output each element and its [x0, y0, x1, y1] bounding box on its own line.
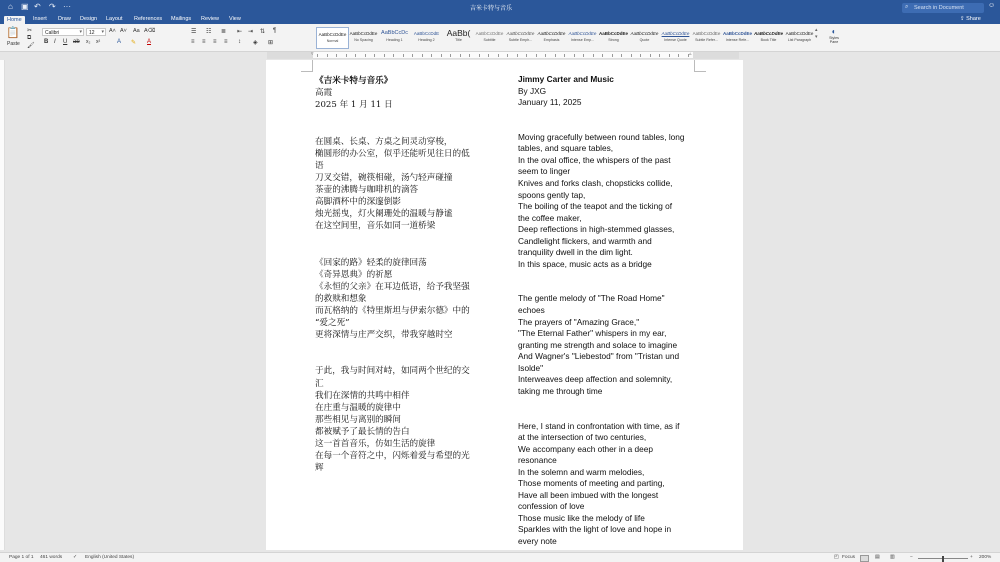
ruler-tick: [469, 54, 470, 57]
chinese-line[interactable]: 烛光摇曳，灯火阑珊处的温暖与静谧: [315, 209, 453, 220]
style-intense-reference[interactable]: [721, 27, 754, 49]
tab-mailings[interactable]: Mailings: [171, 16, 192, 22]
style-intense-quote[interactable]: [659, 27, 692, 49]
ruler-tick: [393, 54, 394, 57]
undo-icon[interactable]: ↶: [34, 2, 41, 11]
align-left-icon[interactable]: ≡: [191, 39, 195, 45]
english-line[interactable]: echoes: [518, 305, 545, 315]
tab-review[interactable]: Review: [201, 16, 220, 22]
shrink-font-icon[interactable]: A˅: [120, 28, 127, 34]
chinese-line[interactable]: 《吉米卡特与音乐》: [315, 76, 393, 86]
ruler-tick: [678, 54, 679, 57]
ruler-tick: [450, 54, 451, 57]
left-indent-marker[interactable]: ▿: [311, 51, 314, 57]
ruler-tick: [574, 54, 575, 57]
grow-font-icon[interactable]: A˄: [109, 28, 116, 34]
document-page[interactable]: [266, 60, 743, 550]
chinese-line[interactable]: 更将深情与庄严交织，带我穿越时空: [315, 330, 453, 341]
tab-home[interactable]: Home: [4, 16, 25, 24]
english-line[interactable]: The prayers of "Amazing Grace,": [518, 316, 640, 327]
style-preview: AaBbCcDdEe: [349, 31, 378, 36]
ruler-right-margin: [693, 52, 739, 58]
bold-icon[interactable]: B: [44, 39, 49, 45]
english-line[interactable]: Knives and forks clash, chopsticks collide,: [518, 177, 673, 188]
tab-references[interactable]: References: [134, 16, 163, 22]
gallery-scroll[interactable]: [815, 27, 818, 41]
ruler-tick: [384, 54, 385, 57]
zoom-level[interactable]: 200%: [979, 555, 992, 560]
redo-icon[interactable]: ↷: [49, 2, 56, 11]
english-line[interactable]: In the solemn and warm melodies,: [518, 466, 645, 477]
highlight-icon[interactable]: ✎: [131, 40, 137, 46]
style-preview: AaBbCcDdEe: [661, 31, 690, 36]
cut-icon[interactable]: ✂: [27, 28, 33, 34]
multilevel-list-icon[interactable]: ≣: [221, 29, 227, 35]
style-preview: AaBbCcDdEe: [722, 31, 752, 36]
style-book-title[interactable]: [752, 27, 785, 49]
english-line[interactable]: granting me strength and solace to imagine: [518, 339, 678, 350]
style-title[interactable]: [442, 27, 475, 49]
ruler-tick: [498, 54, 499, 57]
ruler-tick: [612, 54, 613, 57]
copy-icon[interactable]: ⧉: [27, 35, 32, 41]
share-icon: ⇪: [960, 16, 967, 22]
english-line[interactable]: confession of love: [518, 501, 585, 512]
style-preview: AaBbCcDdEe: [568, 31, 597, 36]
style-quote[interactable]: [628, 27, 661, 49]
english-line[interactable]: By JXG: [518, 85, 547, 96]
numbering-icon[interactable]: ☷: [206, 29, 212, 35]
style-preview: AaBbCcDdEe: [692, 31, 721, 36]
chevron-up-icon[interactable]: ▴: [815, 27, 818, 33]
chinese-line[interactable]: 而瓦格纳的《特里斯坦与伊索尔德》中的: [315, 305, 470, 316]
ruler-tick: [507, 54, 508, 57]
style-label: Intense Quote: [664, 38, 687, 42]
ruler-tick: [564, 54, 565, 57]
ruler-tick: [650, 54, 651, 57]
document-title: 吉米卡特与音乐: [470, 6, 513, 12]
vertical-ruler[interactable]: [0, 60, 5, 550]
ruler-tick: [336, 54, 337, 57]
crop-mark: [694, 60, 706, 72]
chinese-line[interactable]: 高脚酒杯中的深邃倒影: [315, 197, 401, 207]
style-label: Intense Emp...: [570, 38, 595, 42]
chevron-down-icon[interactable]: ▾: [815, 34, 818, 40]
ruler-tick: [441, 54, 442, 57]
english-line[interactable]: Candlelight flickers, and warmth and: [518, 235, 652, 246]
search-input[interactable]: [902, 3, 984, 13]
ruler-tick: [602, 54, 603, 57]
style-preview: AaBbCcDc: [381, 30, 408, 36]
english-line[interactable]: Sparkles with the light of love and hope in: [518, 524, 672, 535]
english-line[interactable]: Have all been imbued with the longest: [518, 489, 659, 500]
chinese-line[interactable]: 《永恒的父亲》在耳边低语，给予我坚强: [315, 281, 470, 292]
decrease-indent-icon[interactable]: ⇤: [237, 29, 243, 35]
ruler-tick: [431, 54, 432, 57]
superscript-icon[interactable]: x²: [96, 39, 101, 45]
ruler-tick: [621, 54, 622, 57]
search-icon: ⌕: [905, 4, 909, 10]
english-line[interactable]: In this space, music acts as a bridge: [518, 258, 652, 269]
english-line[interactable]: tranquility dwell in the dim light.: [518, 247, 633, 258]
status-bar: [0, 552, 1000, 562]
horizontal-ruler[interactable]: [267, 52, 739, 59]
read-mode-icon[interactable]: ▥: [890, 555, 895, 560]
font-size-value: 12: [89, 29, 95, 36]
ruler-tick: [422, 54, 423, 57]
ruler-left-margin: [267, 52, 313, 58]
style-preview: AaBbCcDdEe: [318, 32, 347, 37]
style-preview: AaBbCcDdEe: [506, 31, 535, 36]
share-button[interactable]: [960, 16, 981, 22]
increase-indent-icon[interactable]: ⇥: [248, 29, 254, 35]
style-label: Strong: [608, 38, 619, 42]
chinese-line[interactable]: 汇: [315, 378, 324, 389]
english-line[interactable]: Jimmy Carter and Music: [518, 74, 614, 84]
chinese-line[interactable]: 辉: [315, 463, 324, 474]
web-layout-icon[interactable]: ▤: [875, 555, 880, 560]
tab-view[interactable]: View: [229, 16, 241, 22]
style-label: Emphasis: [543, 38, 560, 42]
chinese-line[interactable]: 2025 年 1 月 11 日: [315, 100, 393, 111]
tab-insert[interactable]: Insert: [33, 16, 47, 22]
line-spacing-icon[interactable]: ↕: [238, 39, 241, 45]
tab-layout[interactable]: Layout: [106, 16, 123, 22]
align-right-icon[interactable]: ≡: [213, 39, 217, 45]
style-label: Title: [455, 38, 462, 42]
strikethrough-icon[interactable]: ab: [73, 39, 80, 45]
styles-pane-icon: ◐: [831, 27, 837, 36]
english-line[interactable]: Those music like the melody of life: [518, 512, 645, 523]
ruler-tick: [488, 54, 489, 57]
underline-icon[interactable]: U: [63, 39, 68, 45]
english-line[interactable]: "The Eternal Father" whispers in my ear,: [518, 328, 667, 339]
ruler-tick: [479, 54, 480, 57]
paste-button[interactable]: Paste: [7, 41, 20, 47]
zoom-in-icon[interactable]: +: [970, 555, 973, 560]
styles-pane-button[interactable]: [826, 27, 842, 44]
borders-icon[interactable]: ⊞: [268, 40, 274, 46]
style-preview: AaBbCcDdEe: [475, 31, 504, 36]
right-indent-marker[interactable]: ▵: [689, 51, 692, 57]
tab-draw[interactable]: Draw: [58, 16, 71, 22]
print-layout-icon[interactable]: [860, 555, 869, 562]
home-icon[interactable]: ⌂: [8, 2, 13, 11]
style-label: No Spacing: [354, 38, 373, 42]
save-icon[interactable]: ▣: [21, 2, 29, 11]
chinese-line[interactable]: 《回家的路》轻柔的旋律回荡: [315, 257, 427, 268]
chinese-line[interactable]: 高霞: [315, 88, 333, 99]
english-line[interactable]: taking me through time: [518, 385, 603, 396]
sort-icon[interactable]: ⇅: [260, 29, 266, 35]
format-painter-icon[interactable]: 🖌: [27, 43, 35, 49]
english-line[interactable]: resonance: [518, 455, 557, 466]
change-case-icon[interactable]: Aa: [133, 28, 140, 34]
chinese-line[interactable]: 在这空间里，音乐如同一道桥梁: [315, 221, 436, 232]
ruler-tick: [640, 54, 641, 57]
english-line[interactable]: Interweaves deep affection and solemnity,: [518, 374, 673, 385]
english-line[interactable]: seem to linger: [518, 166, 571, 177]
font-size-select[interactable]: [86, 28, 106, 36]
clear-formatting-icon[interactable]: A⌫: [144, 28, 156, 34]
ruler-tick: [631, 54, 632, 57]
ruler-tick: [536, 54, 537, 57]
style-preview: AaBbCcDdEe: [598, 31, 628, 36]
zoom-out-icon[interactable]: −: [910, 555, 913, 560]
english-line[interactable]: Those moments of meeting and parting,: [518, 478, 665, 489]
language-indicator[interactable]: English (United States): [85, 555, 135, 560]
share-label: Share: [966, 16, 981, 22]
ruler-tick: [365, 54, 366, 57]
style-label: Intense Refe...: [725, 38, 750, 42]
chinese-line[interactable]: 这一首首音乐，仿如生活的旋律: [315, 439, 436, 449]
ruler-tick: [403, 54, 404, 57]
english-line[interactable]: every note: [518, 536, 557, 546]
style-preview: AaBb(: [446, 28, 471, 38]
style-preview: AaBbCcDdEe: [537, 31, 566, 36]
chevron-down-icon: ▾: [79, 29, 82, 35]
style-intense-emphasis[interactable]: [566, 27, 599, 49]
style-label: Normal: [326, 39, 339, 43]
ruler-tick: [355, 54, 356, 57]
ruler-tick: [545, 54, 546, 57]
tab-design[interactable]: Design: [80, 16, 98, 22]
style-label: List Paragraph: [787, 38, 812, 42]
ruler-tick: [460, 54, 461, 57]
style-no-spacing[interactable]: [347, 27, 380, 49]
font-name-value: Calibri: [45, 29, 60, 36]
focus-icon[interactable]: ◰: [834, 555, 839, 560]
font-color-icon[interactable]: A: [147, 39, 152, 45]
english-line[interactable]: tables, and square tables,: [518, 143, 614, 154]
focus-button[interactable]: Focus: [842, 555, 856, 560]
english-line[interactable]: spoons gently tap,: [518, 189, 586, 200]
ruler-tick: [669, 54, 670, 57]
clipboard-icon[interactable]: 📋: [6, 27, 20, 39]
font-name-select[interactable]: [42, 28, 84, 36]
shading-icon[interactable]: ◈: [253, 40, 258, 46]
chinese-line[interactable]: 椭圆形的办公室，似乎还能听见往日的低: [315, 148, 470, 159]
person-icon[interactable]: ☺: [988, 2, 996, 9]
style-heading-2[interactable]: [410, 27, 443, 49]
page-count[interactable]: Page 1 of 1: [9, 555, 34, 560]
word-count[interactable]: 461 words: [40, 555, 63, 560]
title-bar: [0, 0, 1000, 15]
style-emphasis[interactable]: [535, 27, 568, 49]
align-center-icon[interactable]: ≡: [202, 39, 206, 45]
ruler-tick: [346, 54, 347, 57]
chinese-line[interactable]: 《奇异恩典》的祈愿: [315, 269, 393, 280]
ribbon: [0, 24, 1000, 52]
ruler-tick: [517, 54, 518, 57]
ruler-tick: [593, 54, 594, 57]
english-line[interactable]: at the intersection of two centuries,: [518, 432, 647, 443]
style-heading-1[interactable]: [378, 27, 411, 49]
style-list-paragraph[interactable]: [783, 27, 816, 49]
ruler-tick: [583, 54, 584, 57]
english-line[interactable]: The gentle melody of "The Road Home": [518, 293, 665, 304]
english-line[interactable]: Isolde": [518, 362, 544, 373]
english-line[interactable]: We accompany each other in a deep: [518, 443, 653, 454]
style-label: Subtle Emph...: [508, 38, 533, 42]
style-normal[interactable]: [316, 27, 349, 49]
style-subtle-reference[interactable]: [690, 27, 723, 49]
ruler-tick: [659, 54, 660, 57]
chinese-line[interactable]: 茶壶的沸腾与咖啡机的滴答: [315, 184, 419, 195]
search-placeholder: Search in Document: [914, 4, 964, 11]
styles-pane-label: Styles Pane: [829, 36, 839, 44]
style-strong[interactable]: [597, 27, 630, 49]
style-preview: AaBbCcDdEe: [785, 31, 814, 36]
chinese-line[interactable]: 都被赋予了最长情的告白: [315, 426, 410, 437]
english-line[interactable]: In the oval office, the whispers of the past: [518, 154, 671, 165]
italic-icon[interactable]: I: [54, 39, 56, 45]
customize-icon[interactable]: ···: [63, 2, 71, 11]
pilcrow-icon[interactable]: ¶: [273, 28, 277, 34]
justify-icon[interactable]: ≡: [224, 39, 228, 45]
chinese-line[interactable]: 刀叉交错，碗筷相碰，汤勺轻声碰撞: [315, 172, 453, 183]
ruler-tick: [555, 54, 556, 57]
english-line[interactable]: Here, I stand in confrontation with time, as if: [518, 420, 680, 431]
chevron-down-icon: ▾: [101, 29, 104, 35]
bullets-icon[interactable]: ☰: [191, 29, 197, 35]
chinese-line[interactable]: 在每一个音符之中，闪烁着爱与希望的光: [315, 451, 470, 462]
ruler-tick: [412, 54, 413, 57]
english-line[interactable]: January 11, 2025: [518, 97, 582, 108]
style-label: Heading 2: [418, 38, 435, 42]
styles-gallery: [316, 27, 821, 50]
chinese-line[interactable]: 我们在深情的共鸣中相伴: [315, 390, 410, 401]
chinese-line[interactable]: 在圆桌、长桌、方桌之间灵动穿梭，: [315, 136, 453, 147]
text-effects-icon[interactable]: A: [117, 39, 122, 45]
chinese-line[interactable]: 的救赎和想象: [315, 293, 367, 304]
style-preview: AaBbCcDdEe: [753, 31, 783, 36]
english-line[interactable]: Deep reflections in high-stemmed glasses,: [518, 224, 675, 235]
chinese-line[interactable]: 在庄重与温暖的旋律中: [315, 402, 401, 413]
english-line[interactable]: The boiling of the teapot and the ticking of: [518, 201, 673, 212]
zoom-slider-handle[interactable]: [942, 556, 944, 562]
ruler-tick: [526, 54, 527, 57]
english-line[interactable]: Moving gracefully between round tables, long: [518, 131, 685, 142]
chinese-line[interactable]: 于此，我与时间对峙，如同两个世纪的交: [315, 366, 470, 377]
style-subtitle[interactable]: [473, 27, 506, 49]
crop-mark: [301, 60, 313, 72]
style-label: Quote: [639, 38, 650, 42]
ruler-tick: [688, 54, 689, 57]
ruler-tick: [327, 54, 328, 57]
subscript-icon[interactable]: x₂: [86, 39, 91, 45]
proofing-icon[interactable]: ✓: [73, 555, 78, 560]
english-line[interactable]: And Wagner's "Liebestod" from "Tristan und: [518, 351, 680, 362]
style-label: Book Title: [760, 38, 777, 42]
style-label: Subtle Refer...: [695, 38, 718, 42]
english-line[interactable]: the coffee maker,: [518, 212, 582, 223]
ruler-tick: [317, 54, 318, 57]
style-label: Subtitle: [483, 38, 496, 42]
ruler-tick: [374, 54, 375, 57]
chinese-line[interactable]: 那些相见与离别的瞬间: [315, 414, 401, 425]
style-subtle-emphasis[interactable]: [504, 27, 537, 49]
style-label: Heading 1: [386, 38, 403, 42]
chinese-line[interactable]: 语: [315, 160, 324, 171]
style-preview: AaBbCcDdE: [413, 31, 440, 36]
chinese-line[interactable]: “爱之死”: [315, 318, 350, 328]
style-preview: AaBbCcDdEe: [630, 31, 659, 36]
ribbon-tabs: [0, 15, 1000, 24]
